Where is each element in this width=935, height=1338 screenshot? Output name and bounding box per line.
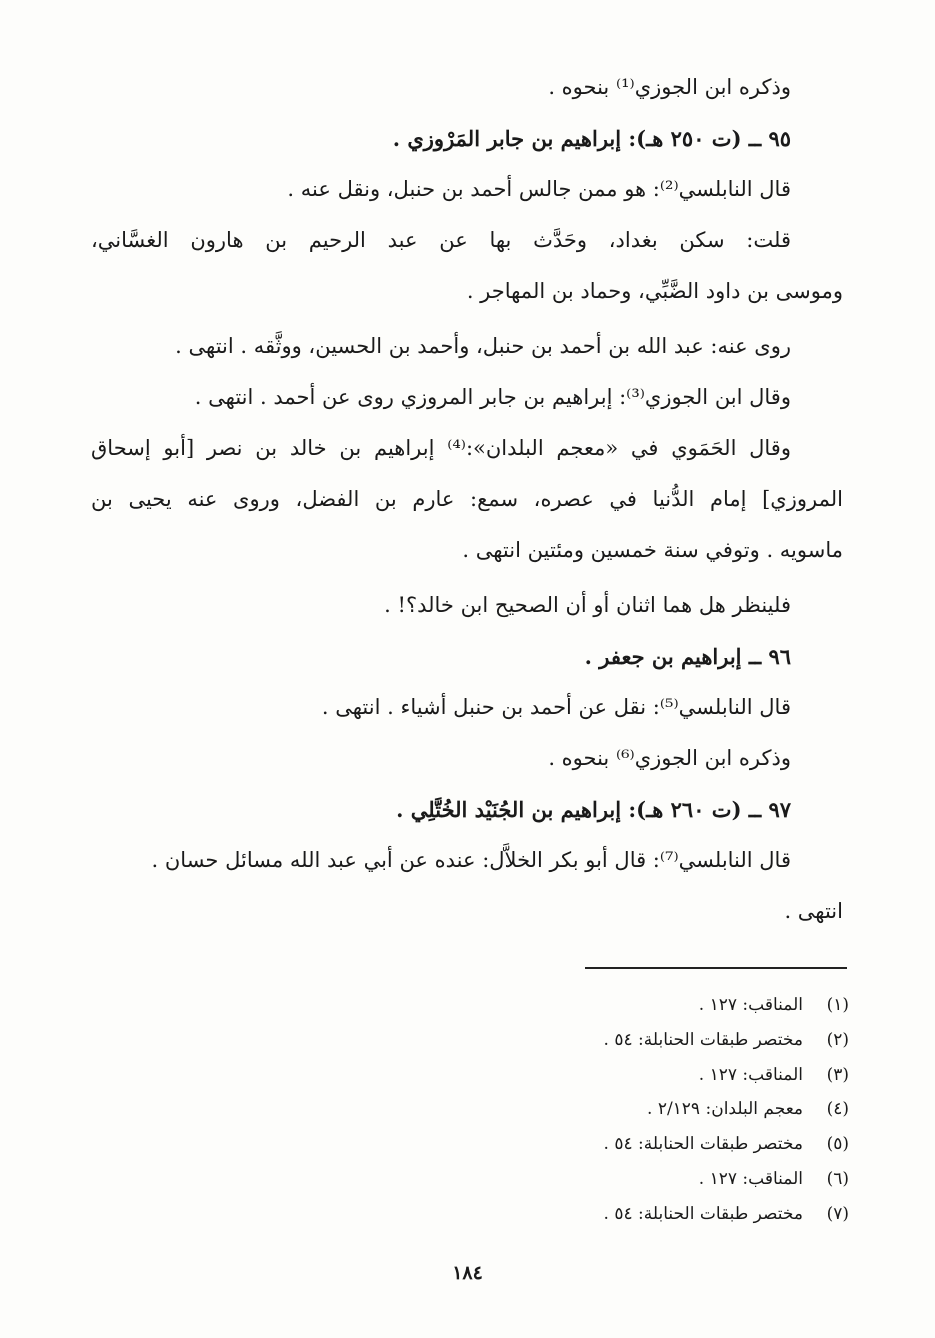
footnote-text: مختصر طبقات الحنابلة: ٥٤ . (603, 1134, 803, 1155)
entry-heading-text: ٩٥ ــ (ت ٢٥٠ هـ): إبراهيم بن جابر المَرْوزي . (392, 126, 791, 151)
entry-heading-97 (91, 784, 843, 835)
footnote-item (429, 1162, 849, 1197)
text-line: ماسويه . وتوفي سنة خمسين ومئتين انتهى . (462, 538, 843, 562)
text-line: وقال ابن الجوزي⁽³⁾: إبراهيم بن جابر المروزي روى عن أحمد . انتهى . (194, 385, 791, 409)
text-line: وذكره ابن الجوزي⁽⁶⁾ بنحوه . (548, 746, 791, 770)
footnote-item (429, 1092, 849, 1127)
text-line: قال النابلسي⁽⁵⁾: نقل عن أحمد بن حنبل أشياء . انتهى . (321, 695, 791, 719)
footnotes (429, 988, 849, 1232)
footnote-number: (٦) (826, 1168, 849, 1189)
footnote-separator (585, 967, 847, 969)
text-line: المروزي] إمام الدُّنيا في عصره، سمع: عارم بن الفضل، وروى عنه يحيى بن (91, 487, 843, 511)
text-line: قلت: سكن بغداد، وحَدَّث بها عن عبد الرحيم بن هارون الغسَّاني، (91, 228, 791, 252)
footnote-text: معجم البلدان: ٢/١٢٩ . (647, 1099, 803, 1120)
footnote-number: (٥) (826, 1134, 849, 1155)
footnote-text: المناقب: ١٢٧ . (698, 1168, 803, 1189)
footnote-text: مختصر طبقات الحنابلة: ٥٤ . (603, 1029, 803, 1050)
footnote-number: (٤) (826, 1099, 849, 1120)
footnote-item (429, 1127, 849, 1162)
entry-heading-text: ٩٦ ــ إبراهيم بن جعفر . (584, 644, 791, 669)
footnote-item (429, 1058, 849, 1093)
footnote-number: (٧) (826, 1203, 849, 1224)
footnote-item (429, 988, 849, 1023)
footnote-item (429, 1197, 849, 1232)
text-line: قال النابلسي⁽⁷⁾: قال أبو بكر الخلاَّل: عنده عن أبي عبد الله مسائل حسان . (151, 848, 791, 872)
entry-heading-96 (91, 631, 843, 682)
text-line: وموسى بن داود الضَّبِّي، وحماد بن المهاجر . (466, 279, 843, 303)
text-line: روى عنه: عبد الله بن أحمد بن حنبل، وأحمد بن الحسين، ووثَّقه . انتهى . (175, 334, 791, 358)
text-line: انتهى . (784, 899, 843, 923)
footnote-number: (٢) (826, 1029, 849, 1050)
page-number: ١٨٤ (452, 1262, 483, 1284)
footnote-text: المناقب: ١٢٧ . (698, 995, 803, 1015)
text-line: وقال الحَمَوي في «معجم البلدان»:⁽⁴⁾ إبراهيم بن خالد بن نصر [أبو إسحاق (91, 436, 791, 460)
footnote-text: مختصر طبقات الحنابلة: ٥٤ . (603, 1203, 803, 1224)
text-line: قال النابلسي⁽²⁾: هو ممن جالس أحمد بن حنبل، ونقل عنه . (287, 177, 791, 201)
text-line: وذكره ابن الجوزي⁽¹⁾ بنحوه . (548, 75, 791, 99)
footnote-item (429, 1023, 849, 1058)
entry-heading-95 (91, 113, 843, 164)
main-text (91, 62, 843, 937)
entry-heading-text: ٩٧ ــ (ت ٢٦٠ هـ): إبراهيم بن الجُنَيْد الخُتَّلِي . (396, 797, 791, 822)
footnote-number: (٣) (826, 1064, 849, 1085)
text-line: فلينظر هل هما اثنان أو أن الصحيح ابن خالد؟! . (384, 593, 791, 617)
footnote-number: (١) (826, 995, 849, 1015)
footnote-text: المناقب: ١٢٧ . (698, 1064, 803, 1085)
